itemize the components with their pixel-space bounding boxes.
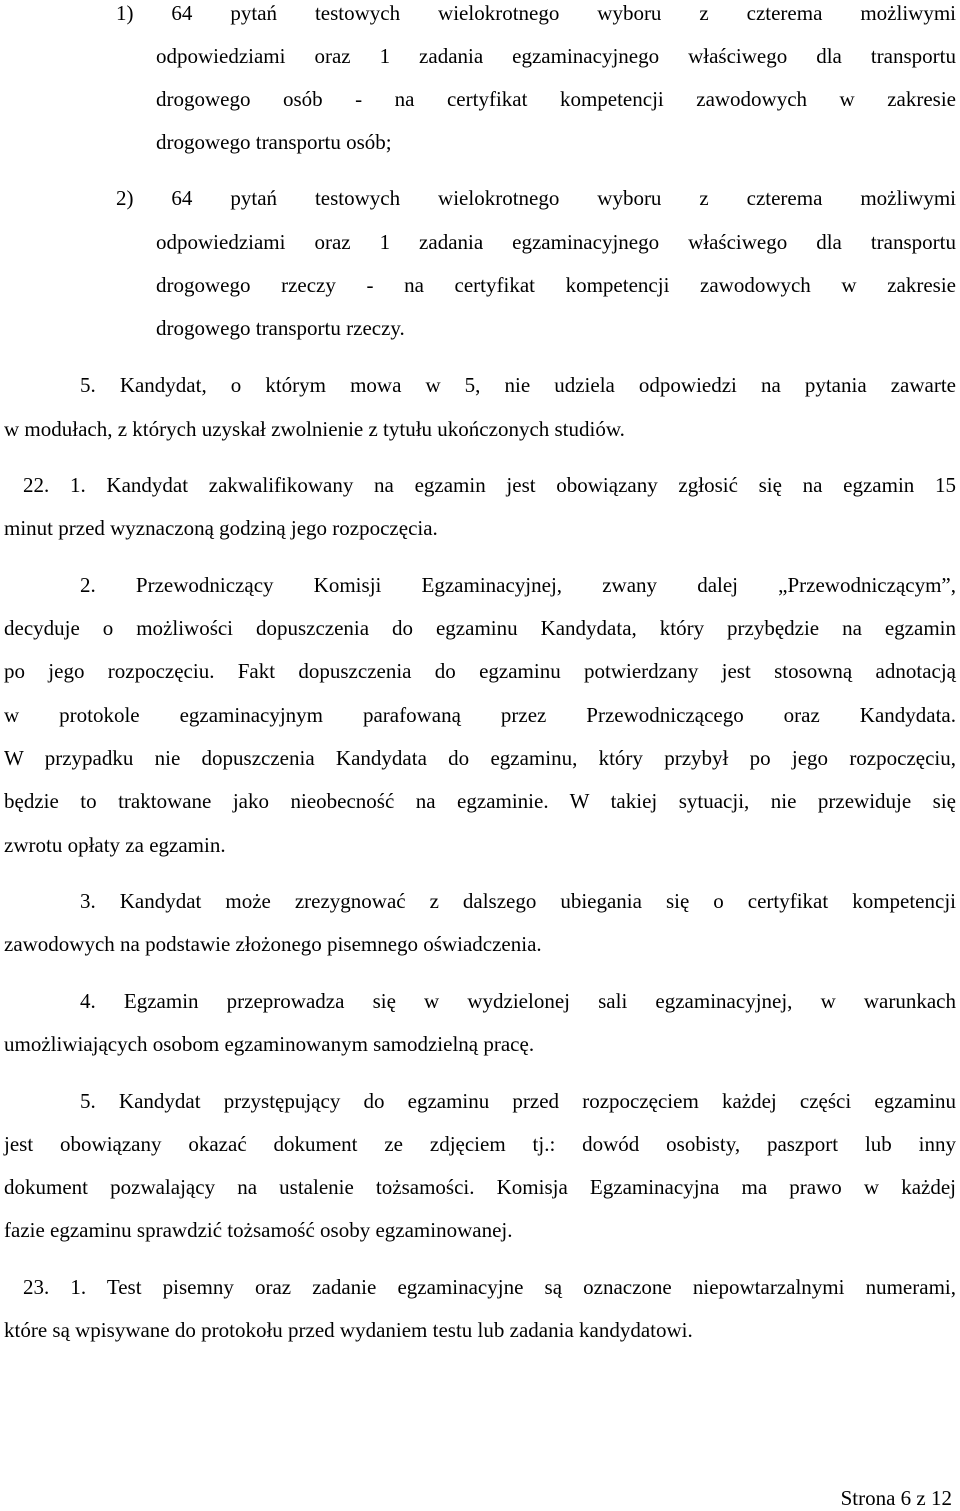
text-line: 22. 1. Kandydat zakwalifikowany na egzamin jest obowiązany zgłosić się na egzamin 15 xyxy=(23,473,956,497)
text-line: 23. 1. Test pisemny oraz zadanie egzaminacyjne są oznaczone niepowtarzalnymi numerami, xyxy=(23,1275,956,1299)
text-line: minut przed wyznaczoną godziną jego rozpoczęcia. xyxy=(4,516,438,540)
text-line: drogowego osób - na certyfikat kompetencji zawodowych w zakresie xyxy=(156,87,956,111)
text-line: odpowiedziami oraz 1 zadania egzaminacyjnego właściwego dla transportu xyxy=(156,230,956,254)
text-line: 4. Egzamin przeprowadza się w wydzielonej sali egzaminacyjnej, w warunkach xyxy=(80,989,956,1013)
text-line: drogowego transportu osób; xyxy=(156,130,392,154)
text-line: w modułach, z których uzyskał zwolnienie z tytułu ukończonych studiów. xyxy=(4,417,625,441)
text-line: 2. Przewodniczący Komisji Egzaminacyjnej, zwany dalej „Przewodniczącym”, xyxy=(80,573,956,597)
page-number: Strona 6 z 12 xyxy=(840,1486,952,1510)
text-line: decyduje o możliwości dopuszczenia do egzaminu Kandydata, który przybędzie na egzamin xyxy=(4,616,956,640)
text-line: fazie egzaminu sprawdzić tożsamość osoby egzaminowanej. xyxy=(4,1218,513,1242)
text-line: po jego rozpoczęciu. Fakt dopuszczenia do egzaminu potwierdzany jest stosowną adnotacją xyxy=(4,659,956,683)
text-line: 3. Kandydat może zrezygnować z dalszego ubiegania się o certyfikat kompetencji xyxy=(80,889,956,913)
text-line: będzie to traktowane jako nieobecność na egzaminie. W takiej sytuacji, nie przewiduje się xyxy=(4,789,956,813)
text-line: 5. Kandydat, o którym mowa w 5, nie udziela odpowiedzi na pytania zawarte xyxy=(80,373,956,397)
text-line: w protokole egzaminacyjnym parafowaną przez Przewodniczącego oraz Kandydata. xyxy=(4,703,956,727)
text-line: odpowiedziami oraz 1 zadania egzaminacyjnego właściwego dla transportu xyxy=(156,44,956,68)
text-line: 5. Kandydat przystępujący do egzaminu przed rozpoczęciem każdej części egzaminu xyxy=(80,1089,956,1113)
text-line: które są wpisywane do protokołu przed wydaniem testu lub zadania kandydatowi. xyxy=(4,1318,693,1342)
text-line: umożliwiających osobom egzaminowanym samodzielną pracę. xyxy=(4,1032,535,1056)
text-line: drogowego rzeczy - na certyfikat kompetencji zawodowych w zakresie xyxy=(156,273,956,297)
text-line: drogowego transportu rzeczy. xyxy=(156,316,405,340)
text-line: 1) 64 pytań testowych wielokrotnego wyboru z czterema możliwymi xyxy=(116,1,956,25)
text-line: zawodowych na podstawie złożonego pisemnego oświadczenia. xyxy=(4,932,542,956)
text-line: W przypadku nie dopuszczenia Kandydata do egzaminu, który przybył po jego rozpoczęciu, xyxy=(4,746,956,770)
text-line: dokument pozwalający na ustalenie tożsamości. Komisja Egzaminacyjna ma prawo w każdej xyxy=(4,1175,956,1199)
text-line: 2) 64 pytań testowych wielokrotnego wyboru z czterema możliwymi xyxy=(116,186,956,210)
text-line: zwrotu opłaty za egzamin. xyxy=(4,833,226,857)
text-line: jest obowiązany okazać dokument ze zdjęciem tj.: dowód osobisty, paszport lub inny xyxy=(4,1132,956,1156)
